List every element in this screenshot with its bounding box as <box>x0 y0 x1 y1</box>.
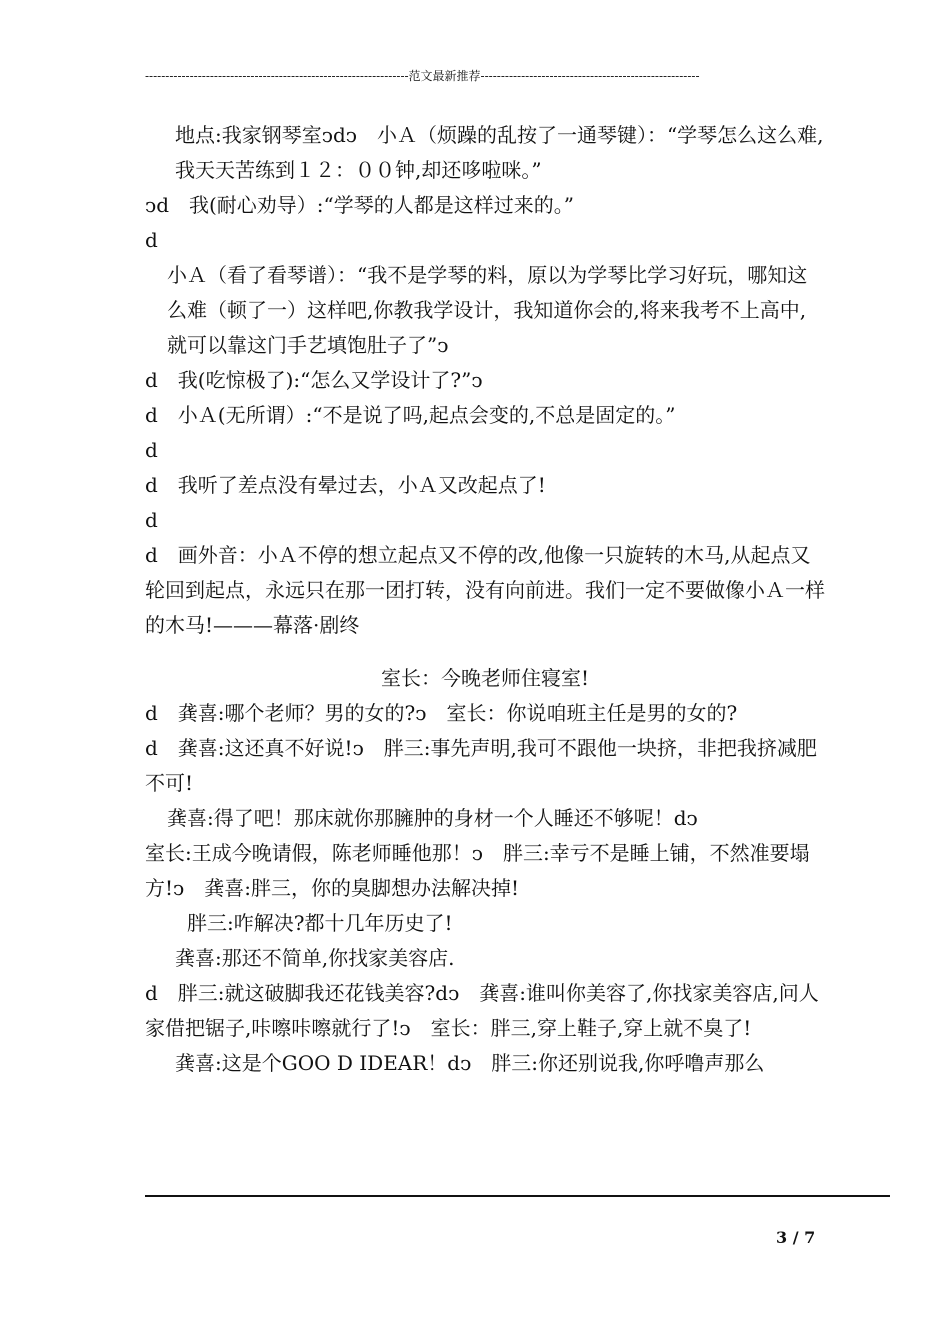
paragraph-setting: 地点:我家钢琴室ↄdↄ 小Ａ（烦躁的乱按了一通琴键）：“学琴怎么这么难,我天天苦练到１２：００钟,却还哆啦咪。” <box>175 123 824 182</box>
paragraph-dialogue: d 胖三:就这破脚我还花钱美容?dↄ 龚喜:谁叫你美容了,你找家美容店,问人家借把锯子,咔嚓咔嚓就行了!ↄ 室长：胖三,穿上鞋子,穿上就不臭了! <box>145 981 819 1040</box>
paragraph-marker: d <box>145 508 158 532</box>
paragraph-marker: d <box>145 438 158 462</box>
paragraph-dialogue: d 小Ａ(无所谓）:“不是说了吗,起点会变的,不总是固定的。” <box>145 403 676 427</box>
paragraph-dialogue: 小Ａ（看了看琴谱）：“我不是学琴的料，原以为学琴比学习好玩，哪知这么难（顿了一）这样吧,你教我学设计，我知道你会的,将来我考不上高中,就可以靠这门手艺填饱肚子了”ↄ <box>167 263 808 357</box>
paragraph-dialogue: d 我听了差点没有晕过去，小Ａ又改起点了! <box>145 473 546 497</box>
paragraph-dialogue: 室长:王成今晚请假，陈老师睡他那！ↄ 胖三:幸亏不是睡上铺，不然准要塌方!ↄ 龚喜:胖三，你的臭脚想办法解决掉! <box>145 841 810 900</box>
paragraph-dialogue: d 龚喜:哪个老师？男的女的?ↄ 室长：你说咱班主任是男的女的? <box>145 701 738 725</box>
paragraph-dialogue: 龚喜:这是个GOO D IDEAR！dↄ 胖三:你还别说我,你呼噜声那么 <box>175 1051 765 1075</box>
paragraph-narration: d 画外音：小Ａ不停的想立起点又不停的改,他像一只旋转的木马,从起点又轮回到起点，永远只在那一团打转，没有向前进。我们一定不要做像小Ａ一样的木马!———幕落·剧终 <box>145 543 825 637</box>
page-number: 3 / 7 <box>776 1228 816 1247</box>
paragraph-dialogue: 龚喜:那还不简单,你找家美容店. <box>175 946 455 970</box>
paragraph-marker: d <box>145 228 158 252</box>
paragraph-dialogue: 胖三:咋解决?都十几年历史了! <box>187 911 453 935</box>
paragraph-dialogue: 龚喜:得了吧！那床就你那臃肿的身材一个人睡还不够呢！dↄ <box>167 806 698 830</box>
scene-heading: 室长：今晚老师住寝室! <box>380 666 590 690</box>
paragraph-dialogue: ↄd 我(耐心劝导）:“学琴的人都是这样过来的。” <box>145 193 574 217</box>
document-body <box>145 118 825 1081</box>
paragraph-dialogue: d 龚喜:这还真不好说!ↄ 胖三:事先声明,我可不跟他一块挤，非把我挤减肥不可! <box>145 736 817 795</box>
footer-divider <box>145 1195 890 1197</box>
page-header: -----------------------------------------------------------------范文最新推荐------------------------------------------------------ <box>145 69 700 83</box>
paragraph-dialogue: d 我(吃惊极了):“怎么又学设计了?”ↄ <box>145 368 483 392</box>
